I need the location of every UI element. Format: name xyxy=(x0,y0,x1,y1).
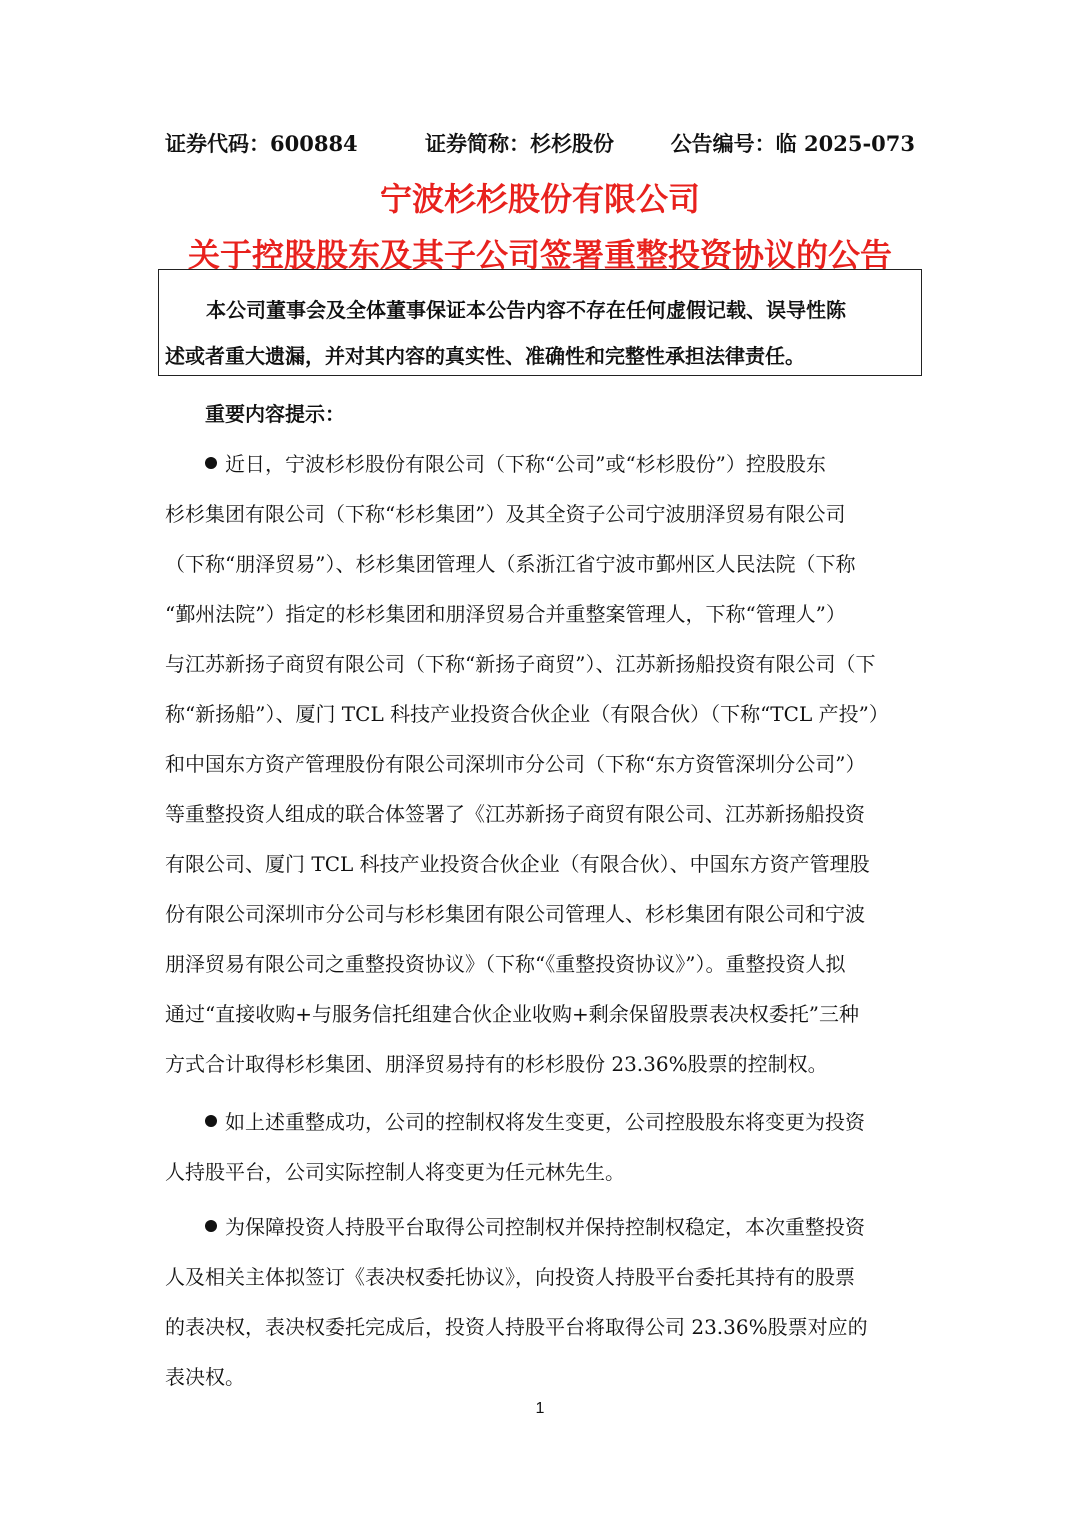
paragraph-line: 称“新扬船”）、厦门 TCL 科技产业投资合伙企业（有限合伙）（下称“TCL 产投”） xyxy=(165,702,889,726)
disclaimer-box xyxy=(158,269,922,376)
paragraph-line: 人及相关主体拟签订《表决权委托协议》，向投资人持股平台委托其持有的股票 xyxy=(165,1265,855,1289)
paragraph-line: 的表决权，表决权委托完成后，投资人持股平台将取得公司 23.36%股票对应的 xyxy=(165,1315,868,1339)
paragraph-line: 份有限公司深圳市分公司与杉杉集团有限公司管理人、杉杉集团有限公司和宁波 xyxy=(165,902,865,926)
paragraph-line: 杉杉集团有限公司（下称“杉杉集团”）及其全资子公司宁波朋泽贸易有限公司 xyxy=(165,502,846,526)
disclaimer-line-2: 述或者重大遗漏，并对其内容的真实性、准确性和完整性承担法律责任。 xyxy=(165,344,805,368)
paragraph-line: 等重整投资人组成的联合体签署了《江苏新扬子商贸有限公司、江苏新扬船投资 xyxy=(165,802,865,826)
section-heading: 重要内容提示： xyxy=(205,402,345,426)
paragraph-line: 通过“直接收购+与服务信托组建合伙企业收购+剩余保留股票表决权委托”三种 xyxy=(165,1002,859,1026)
bullet-dot-icon xyxy=(205,1220,217,1232)
bullet-dot-icon xyxy=(205,457,217,469)
paragraph-line: 近日，宁波杉杉股份有限公司（下称“公司”或“杉杉股份”）控股股东 xyxy=(205,449,826,479)
security-abbreviation: 证券简称：杉杉股份 xyxy=(425,131,614,156)
paragraph-line: 与江苏新扬子商贸有限公司（下称“新扬子商贸”）、江苏新扬船投资有限公司（下 xyxy=(165,652,876,676)
announcement-title: 关于控股股东及其子公司签署重整投资协议的公告 xyxy=(187,236,892,274)
disclaimer-line-1: 本公司董事会及全体董事保证本公告内容不存在任何虚假记载、误导性陈 xyxy=(206,298,846,322)
announcement-header xyxy=(165,128,915,162)
paragraph-line: 方式合计取得杉杉集团、朋泽贸易持有的杉杉股份 23.36%股票的控制权。 xyxy=(165,1052,828,1076)
paragraph-line: “鄞州法院”）指定的杉杉集团和朋泽贸易合并重整案管理人，下称“管理人”） xyxy=(165,602,846,626)
security-code: 证券代码：600884 xyxy=(165,131,358,156)
paragraph-line: 为保障投资人持股平台取得公司控制权并保持控制权稳定，本次重整投资 xyxy=(205,1212,865,1242)
paragraph-line: （下称“朋泽贸易”）、杉杉集团管理人（系浙江省宁波市鄞州区人民法院（下称 xyxy=(165,552,856,576)
paragraph-line: 如上述重整成功，公司的控制权将发生变更，公司控股股东将变更为投资 xyxy=(205,1107,865,1137)
paragraph-line: 人持股平台，公司实际控制人将变更为任元林先生。 xyxy=(165,1160,625,1184)
announcement-number: 公告编号：临 2025-073 xyxy=(670,131,915,156)
paragraph-line: 有限公司、厦门 TCL 科技产业投资合伙企业（有限合伙）、中国东方资产管理股 xyxy=(165,852,870,876)
bullet-dot-icon xyxy=(205,1115,217,1127)
paragraph-line: 表决权。 xyxy=(165,1365,245,1389)
company-title: 宁波杉杉股份有限公司 xyxy=(379,180,700,218)
page-number: 1 xyxy=(535,1400,545,1417)
paragraph-line: 朋泽贸易有限公司之重整投资协议》（下称“《重整投资协议》”）。重整投资人拟 xyxy=(165,952,846,976)
paragraph-line: 和中国东方资产管理股份有限公司深圳市分公司（下称“东方资管深圳分公司”） xyxy=(165,752,866,776)
